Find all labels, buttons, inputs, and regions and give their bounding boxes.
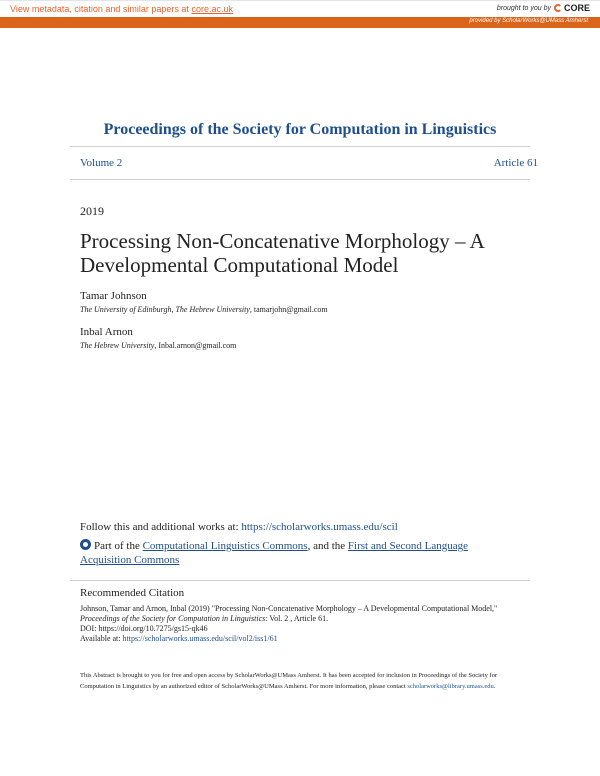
- affiliation-text: The Hebrew University: [80, 341, 155, 350]
- brought-by-text: brought to you by: [496, 4, 551, 12]
- part-of-middle: , and the: [307, 540, 346, 552]
- citation-doi: DOI: https://doi.org/10.7275/gs15-qk46: [80, 624, 208, 633]
- contact-email-link[interactable]: scholarworks@library.umass.edu: [407, 683, 494, 690]
- citation-divider: [70, 580, 530, 581]
- author-email: , tamarjohn@gmail.com: [249, 305, 328, 314]
- affiliation-text: The University of Edinburgh: [80, 305, 172, 314]
- citation-journal: Proceedings of the Society for Computation in Linguistics: [80, 614, 266, 623]
- core-logo[interactable]: [554, 3, 590, 13]
- author-affiliation: [80, 305, 328, 314]
- affiliation-separator: ,: [171, 305, 176, 314]
- core-banner: [0, 0, 600, 18]
- top-divider: [70, 146, 530, 147]
- citation-line: Johnson, Tamar and Arnon, Inbal (2019) "Processing Non-Concatenative Morphology – A Developmental Computational Model,": [80, 604, 498, 613]
- publication-year: 2019: [80, 204, 104, 218]
- affiliation-text: The Hebrew University: [175, 305, 250, 314]
- paper-title: Processing Non-Concatenative Morphology – A Developmental Computational Model: [80, 229, 484, 277]
- provided-by-bar: [0, 17, 600, 28]
- header-divider: [70, 179, 530, 180]
- article-link[interactable]: Article 61: [493, 157, 538, 169]
- core-link-domain: core.ac.uk: [191, 4, 233, 14]
- citation-volume: : Vol. 2 , Article 61.: [265, 614, 329, 623]
- author-name: Inbal Arnon: [80, 326, 133, 338]
- available-url-link[interactable]: https://scholarworks.umass.edu/scil/vol2/iss1/61: [122, 634, 278, 643]
- core-link-prefix: View metadata, citation and similar papers at: [10, 4, 189, 14]
- follow-url-link[interactable]: https://scholarworks.umass.edu/scil: [241, 521, 398, 533]
- follow-works: [80, 521, 398, 533]
- provided-by-text: provided by ScholarWorks@UMass Amherst: [469, 18, 588, 24]
- part-of-commons: [80, 539, 520, 567]
- core-logo-text: CORE: [563, 3, 590, 13]
- notice-text: This Abstract is brought to you for free and open access by ScholarWorks@UMass Amherst. It has been accepted for inclusion in Proceedings of the Society for Computation in Linguistics by an authorized editor of ScholarWorks@UMass Amherst. For more information, please contact: [80, 672, 498, 690]
- citation-available: [80, 634, 530, 644]
- notice-end: .: [493, 683, 496, 690]
- core-metadata-link[interactable]: [10, 4, 233, 14]
- available-label: Available at:: [80, 634, 121, 643]
- open-access-notice: [80, 670, 525, 692]
- author-email: , Inbal.arnon@gmail.com: [154, 341, 237, 350]
- commons-link[interactable]: Computational Linguistics Commons: [142, 540, 308, 552]
- author-affiliation: [80, 341, 236, 350]
- recommended-citation-heading: Recommended Citation: [80, 587, 185, 599]
- citation-line: [80, 614, 530, 624]
- core-logo-icon: [554, 4, 562, 12]
- follow-text: Follow this and additional works at:: [80, 521, 239, 533]
- brought-by: [497, 3, 590, 13]
- part-of-prefix: Part of the: [94, 540, 140, 552]
- recommended-citation: [80, 604, 530, 644]
- journal-title[interactable]: Proceedings of the Society for Computation in Linguistics: [103, 121, 497, 138]
- commons-link[interactable]: First and Second Language Acquisition Commons: [80, 540, 468, 566]
- author-name: Tamar Johnson: [80, 290, 147, 302]
- bepress-icon: [80, 539, 91, 550]
- volume-link[interactable]: Volume 2: [80, 157, 123, 169]
